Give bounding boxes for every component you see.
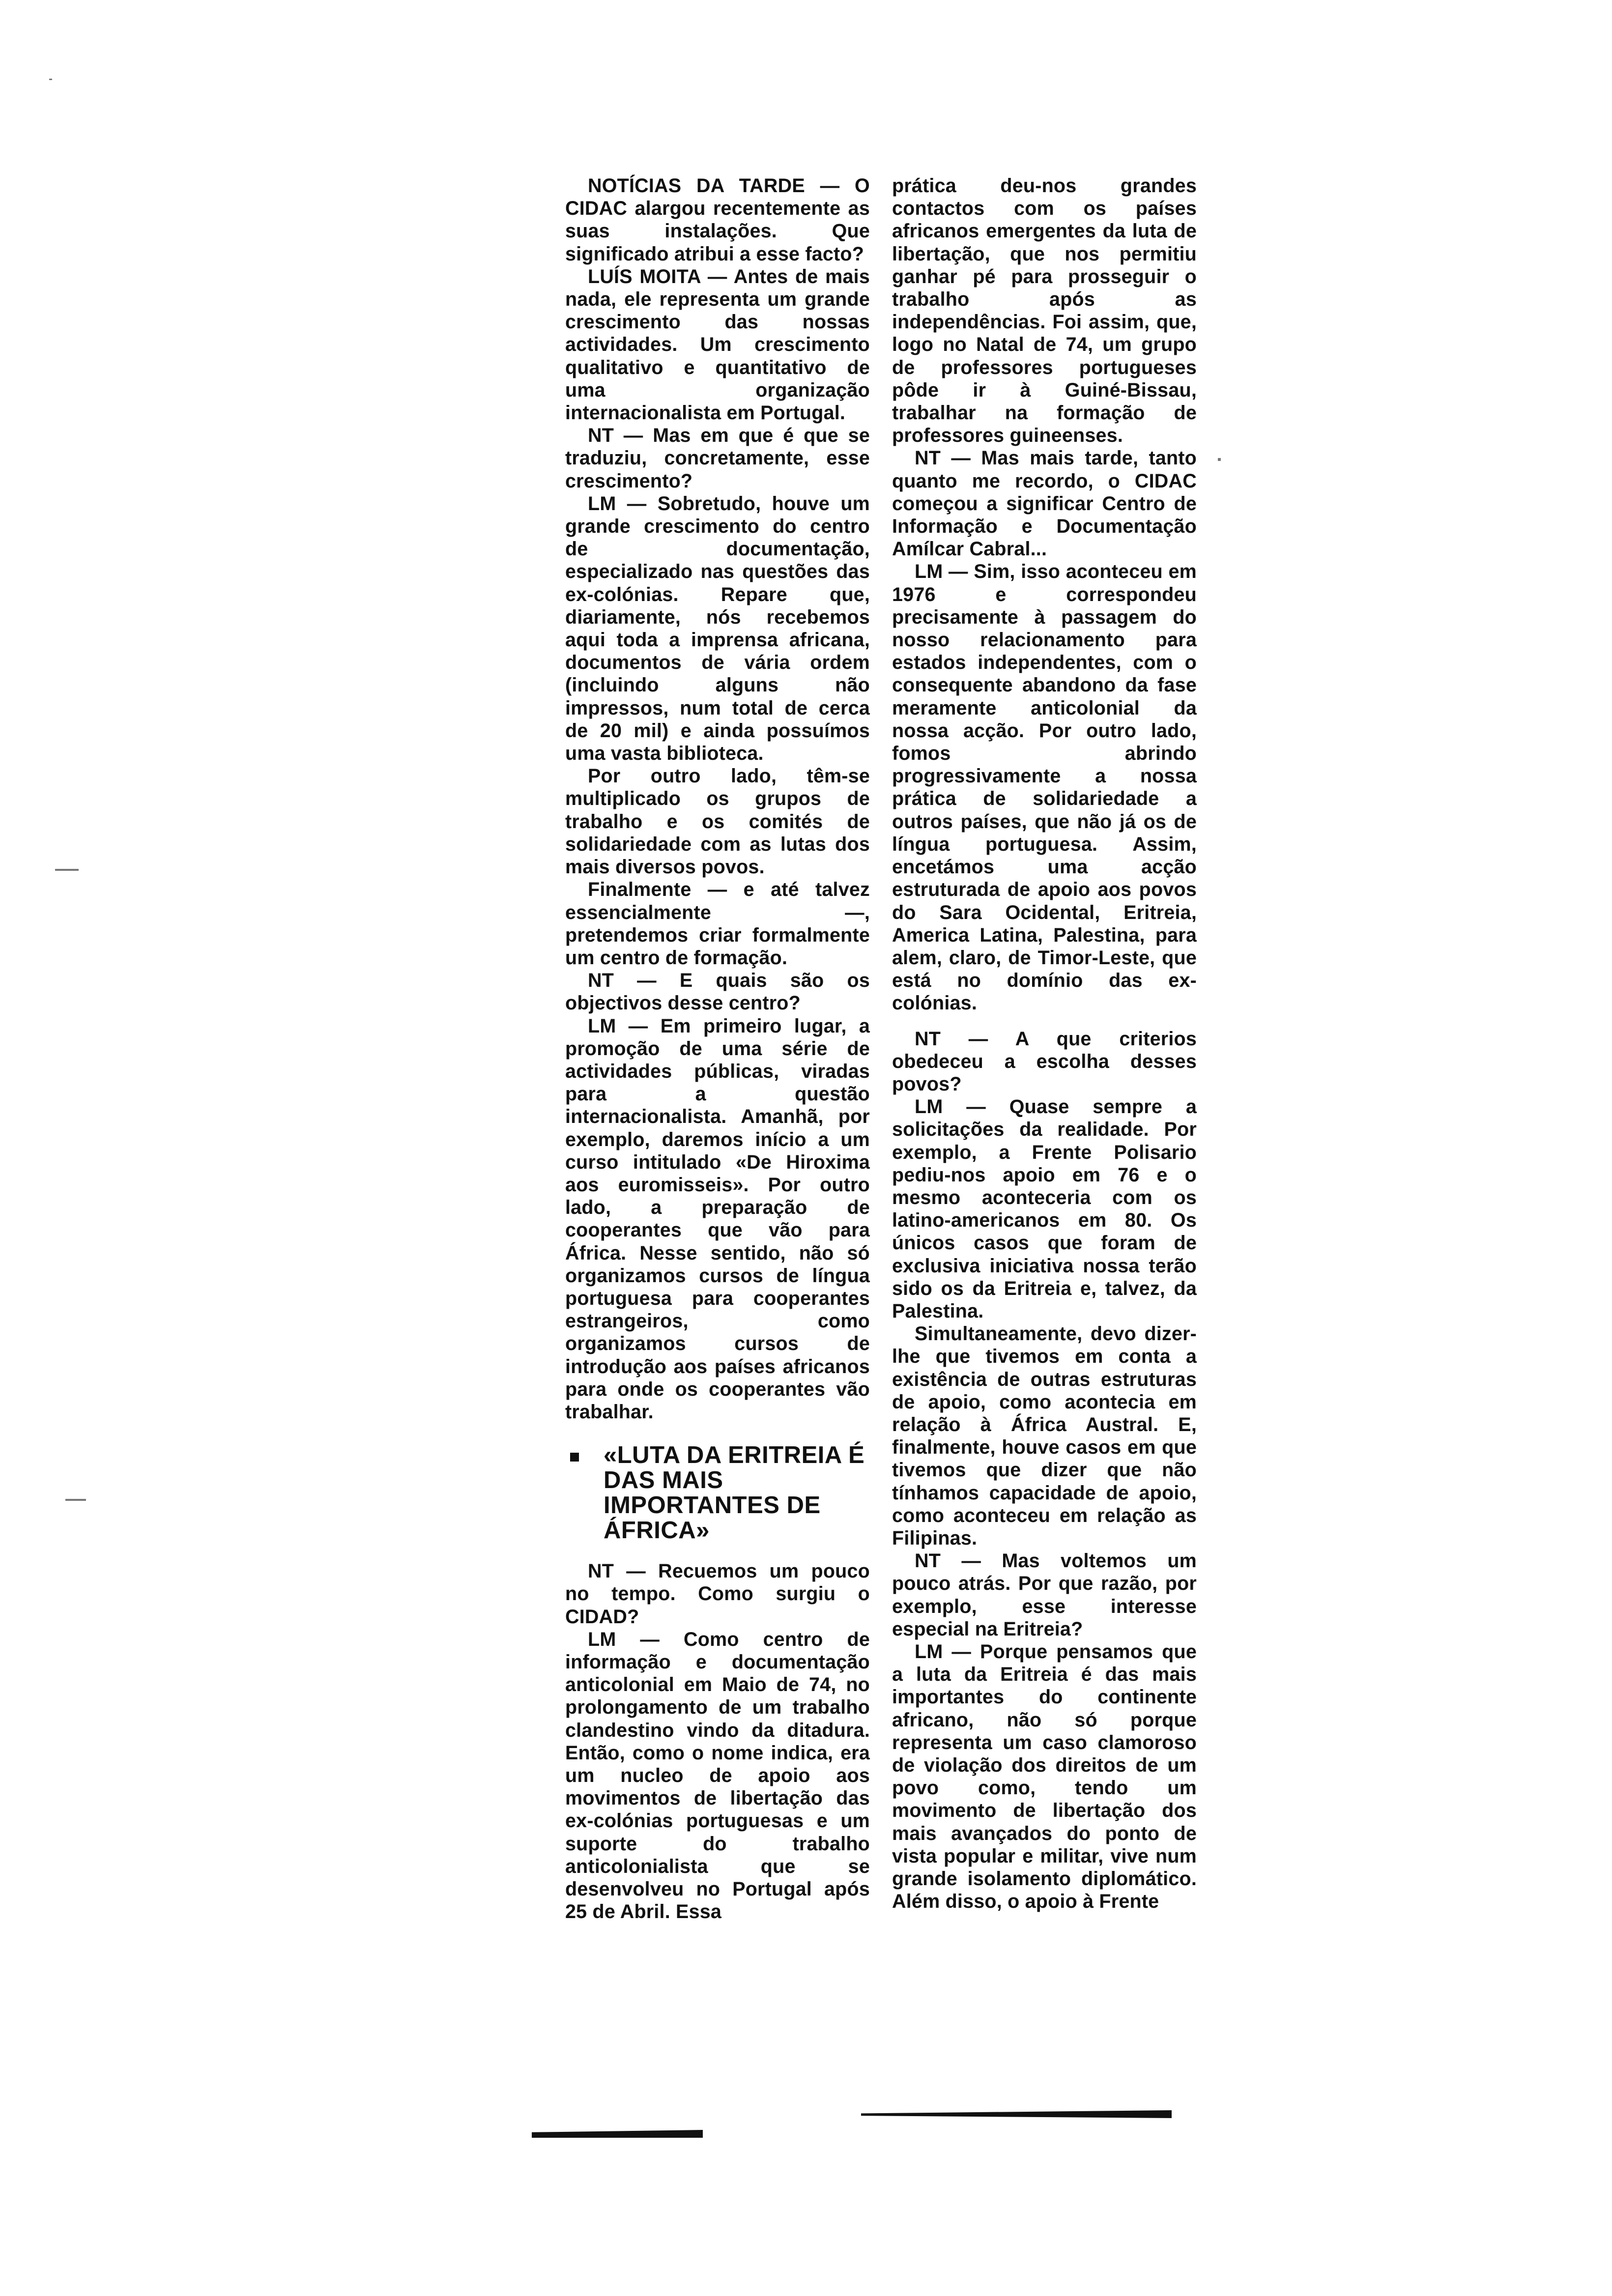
paragraph: LM — Porque pensamos que a luta da Eritreia é das mais importantes do continente africano, não só porque representa um caso clamoroso de violação dos direitos de um povo como, tendo um movimento de libertação dos mais avançados do ponto de vista popular e militar, vive num grande isolamento diplomático. Além disso, o apoio à Frente — [892, 1641, 1197, 1913]
paragraph: NT — Recuemos um pouco no tempo. Como surgiu o CIDAD? — [565, 1560, 870, 1628]
paragraph: NT — A que criterios obedeceu a escolha desses povos? — [892, 1028, 1197, 1095]
paragraph: Finalmente — e até talvez essencialmente —, pretendemos criar formalmente um centro de formação. — [565, 879, 870, 969]
bottom-rule-left — [532, 2130, 703, 2138]
paragraph: LM — Em primeiro lugar, a promoção de uma série de actividades públicas, viradas para a questão internacionalista. Amanhã, por exemplo, daremos início a um curso intitulado «De Hiroxima aos euromisseis». Por outro lado, a preparação de cooperantes que vão para África. Nesse sentido, não só organizamos cursos de língua portuguesa para cooperantes estrangeiros, como organizamos cursos de introdução aos países africanos para onde os cooperantes vão trabalhar. — [565, 1015, 870, 1423]
paragraph: NOTÍCIAS DA TARDE — O CIDAC alargou recentemente as suas instalações. Que significado atribui a esse facto? — [565, 175, 870, 265]
paragraph: NT — Mas mais tarde, tanto quanto me recordo, o CIDAC começou a significar Centro de Informação e Documentação Amílcar Cabral... — [892, 447, 1197, 560]
paragraph: prática deu-nos grandes contactos com os países africanos emergentes da luta de libertação, que nos permitiu ganhar pé para prosseguir o trabalho após as independências. Foi assim, que, logo no Natal de 74, um grupo de professores portugueses pôde ir à Guiné-Bissau, trabalhar na formação de professores guineenses. — [892, 175, 1197, 447]
paragraph: LM — Como centro de informação e documentação anticolonial em Maio de 74, no prolongamento de um trabalho clandestino vindo da ditadura. Então, como o nome indica, era um nucleo de apoio aos movimentos de libertação das ex-colónias portuguesas e um suporte do trabalho anticolonialista que se desenvolveu no Portugal após 25 de Abril. Essa — [565, 1628, 870, 1923]
paragraph: NT — E quais são os objectivos desse centro? — [565, 970, 870, 1014]
subheading-text: «LUTA DA ERITREIA É DAS MAIS IMPORTANTES DE ÁFRICA» — [604, 1442, 865, 1544]
paragraph: LUÍS MOITA — Antes de mais nada, ele representa um grande crescimento das nossas actividades. Um crescimento qualitativo e quantitativo de uma organização internacionalista em Portugal. — [565, 265, 870, 424]
left-column — [565, 174, 870, 1923]
right-column — [892, 174, 1197, 1913]
paragraph: Por outro lado, têm-se multiplicado os grupos de trabalho e os comités de solidariedade com as lutas dos mais diversos povos. — [565, 765, 870, 878]
bottom-rule-right — [861, 2110, 1172, 2118]
scan-speck — [1218, 458, 1221, 461]
paragraph: NT — Mas em que é que se traduziu, concretamente, esse crescimento? — [565, 425, 870, 492]
paragraph: Simultaneamente, devo dizer-lhe que tivemos em conta a existência de outras estruturas de apoio, como acontecia em relação à África Austral. E, finalmente, houve casos em que tivemos que dizer que não tínhamos capacidade de apoio, como aconteceu em relação as Filipinas. — [892, 1323, 1197, 1549]
scan-speck — [65, 1499, 86, 1501]
scan-speck — [49, 79, 52, 80]
paragraph: LM — Quase sempre a solicitações da realidade. Por exemplo, a Frente Polisario pediu-nos apoio em 76 e o mesmo aconteceria com os latino-americanos em 80. Os únicos casos que foram de exclusiva iniciativa nossa terão sido os da Eritreia e, talvez, da Palestina. — [892, 1096, 1197, 1322]
paragraph: LM — Sobretudo, houve um grande crescimento do centro de documentação, especializado nas questões das ex-colónias. Repare que, diariamente, nós recebemos aqui toda a imprensa africana, documentos de vária ordem (incluindo alguns não impressos, num total de cerca de 20 mil) e ainda possuímos uma vasta biblioteca. — [565, 492, 870, 765]
square-bullet-icon — [570, 1453, 579, 1462]
scan-speck — [55, 869, 79, 871]
paragraph: NT — Mas voltemos um pouco atrás. Por que razão, por exemplo, esse interesse especial na Eritreia? — [892, 1550, 1197, 1640]
paragraph: LM — Sim, isso aconteceu em 1976 e correspondeu precisamente à passagem do nosso relacionamento para estados independentes, com o consequente abandono da fase meramente anticolonial da nossa acção. Por outro lado, fomos abrindo progressivamente a nossa prática de solidariedade a outros países, que não já os de língua portuguesa. Assim, encetámos uma acção estruturada de apoio aos povos do Sara Ocidental, Eritreia, America Latina, Palestina, para alem, claro, de Timor-Leste, que está no domínio das ex-colónias. — [892, 561, 1197, 1014]
section-subheading — [565, 1443, 870, 1543]
